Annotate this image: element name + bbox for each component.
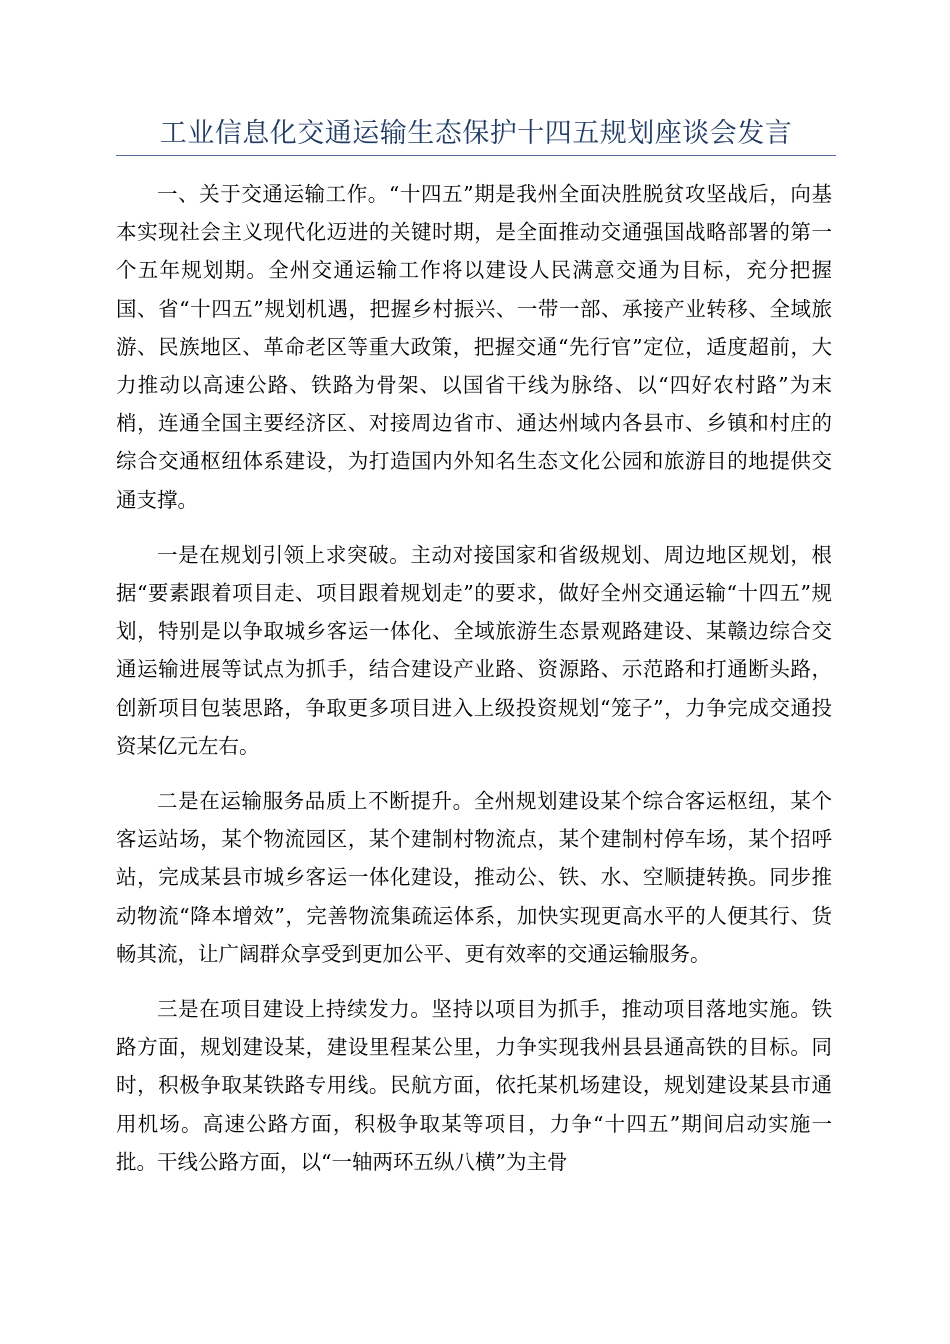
document-title: 工业信息化交通运输生态保护十四五规划座谈会发言 (159, 118, 793, 149)
paragraph-transport-service: 二是在运输服务品质上不断提升。全州规划建设某个综合客运枢纽，某个客运站场，某个物流园区，某个建制村物流点，某个建制村停车场，某个招呼站，完成某县市城乡客运一体化建设，推动公、铁、水、空顺捷转换。同步推动物流“降本增效”，完善物流集疏运体系，加快实现更高水平的人便其行、货畅其流，让广阔群众享受到更加公平、更有效率的交通运输服务。 (116, 789, 832, 966)
paragraph-project-construction: 三是在项目建设上持续发力。坚持以项目为抓手，推动项目落地实施。铁路方面，规划建设某，建设里程某公里，力争实现我州县县通高铁的目标。同时，积极争取某铁路专用线。民航方面，依托某机场建设，规划建设某县市通用机场。高速公路方面，积极争取某等项目，力争“十四五”期间启动实施一批。干线公路方面，以“一轴两环五纵八横”为主骨 (116, 997, 832, 1174)
title-underline (116, 155, 836, 156)
document-body (116, 175, 832, 1198)
paragraph-planning: 一是在规划引领上求突破。主动对接国家和省级规划、周边地区规划，根据“要素跟着项目走、项目跟着规划走”的要求，做好全州交通运输“十四五”规划，特别是以争取城乡客运一体化、全域旅游生态景观路建设、某赣边综合交通运输进展等试点为抓手，结合建设产业路、资源路、示范路和打通断头路，创新项目包装思路，争取更多项目进入上级投资规划“笼子”，力争完成交通投资某亿元左右。 (116, 542, 832, 758)
paragraph-transport-overview: 一、关于交通运输工作。“十四五”期是我州全面决胜脱贫攻坚战后，向基本实现社会主义现代化迈进的关键时期，是全面推动交通强国战略部署的第一个五年规划期。全州交通运输工作将以建设人民满意交通为目标，充分把握国、省“十四五”规划机遇，把握乡村振兴、一带一部、承接产业转移、全域旅游、民族地区、革命老区等重大政策，把握交通“先行官”定位，适度超前，大力推动以高速公路、铁路为骨架、以国省干线为脉络、以“四好农村路”为末梢，连通全国主要经济区、对接周边省市、通达州域内各县市、乡镇和村庄的综合交通枢纽体系建设，为打造国内外知名生态文化公园和旅游目的地提供交通支撑。 (116, 182, 832, 512)
